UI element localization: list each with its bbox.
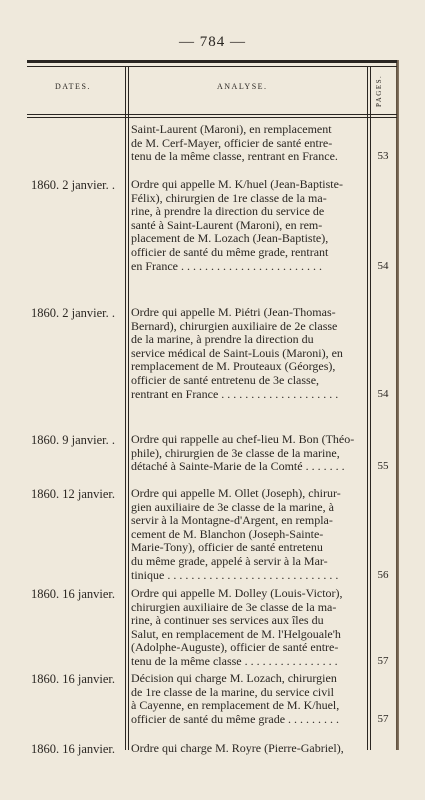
- column-divider: [367, 66, 368, 750]
- entry-analysis: [131, 587, 365, 669]
- entry-date: 1860. 2 janvier. .: [31, 178, 116, 192]
- column-divider: [370, 66, 371, 750]
- entry-date: 1860. 16 janvier.: [31, 587, 116, 601]
- analysis-line: en France . . . . . . . . . . . . . . . . . . . . . . . .: [131, 259, 322, 273]
- column-divider: [125, 66, 126, 750]
- analysis-line: de la marine, à prendre la direction du: [131, 333, 314, 347]
- analysis-line: du même grade, appelé à servir à la Mar-: [131, 554, 328, 568]
- analysis-line: remplacement de M. Prouteaux (Géorges),: [131, 360, 336, 374]
- analysis-line: rine, à continuer ses services aux îles du: [131, 614, 324, 628]
- entry-page-ref: 53: [377, 150, 389, 163]
- analysis-line: officier de santé entretenu de 3e classe,: [131, 373, 320, 387]
- entry-date: 1860. 9 janvier. .: [31, 433, 116, 447]
- entry-date: 1860. 12 janvier.: [31, 487, 116, 501]
- analysis-line: Ordre qui appelle M. Dolley (Louis-Victor),: [131, 587, 343, 600]
- analysis-line: Ordre qui appelle M. Piétri (Jean-Thomas-: [131, 306, 336, 319]
- analysis-line: rine, à prendre la direction du service de: [131, 205, 325, 219]
- analysis-line: tinique . . . . . . . . . . . . . . . . . . . . . . . . . . . . .: [131, 568, 339, 582]
- analysis-line: phile), chirurgien de 3e classe de la marine,: [131, 446, 340, 460]
- entry-page-ref: 56: [377, 568, 389, 581]
- entry-analysis: [131, 178, 365, 273]
- analysis-line: service médical de Saint-Louis (Maroni), en: [131, 346, 343, 360]
- analysis-line: Saint-Laurent (Maroni), en remplacement: [131, 123, 332, 136]
- analysis-line: tenu de la même classe . . . . . . . . . . . . . . . .: [131, 654, 338, 668]
- entry-page-ref: 54: [377, 387, 389, 400]
- analysis-line: Bernard), chirurgien auxiliaire de 2e classe: [131, 319, 338, 333]
- entry-date: 1860. 16 janvier.: [31, 672, 116, 686]
- entry-date: 1860. 2 janvier. .: [31, 306, 116, 320]
- entry-page-ref: 57: [377, 655, 389, 667]
- analysis-line: Ordre qui rappelle au chef-lieu M. Bon (Théo-: [131, 433, 355, 446]
- analysis-line: officier de santé du même grade . . . . . . . . .: [131, 712, 340, 726]
- analysis-line: à Cayenne, en remplacement de M. K/huel,: [131, 699, 340, 713]
- analysis-line: Ordre qui appelle M. K/huel (Jean-Baptiste-: [131, 178, 343, 191]
- entry-date: 1860. 16 janvier.: [31, 742, 116, 756]
- table-top-rule: [27, 60, 397, 63]
- analysis-line: Marie-Tony), officier de santé entretenu: [131, 541, 323, 555]
- entry-analysis: [131, 306, 365, 401]
- analysis-line: tenu de la même classe, rentrant en France.: [131, 150, 338, 164]
- analysis-line: Félix), chirurgien de 1re classe de la ma-: [131, 191, 327, 205]
- column-divider: [128, 66, 129, 750]
- analysis-line: rentrant en France . . . . . . . . . . . . . . . . . . . .: [131, 387, 339, 401]
- analysis-line: de 1re classe de la marine, du service civil: [131, 685, 334, 699]
- analysis-line: détaché à Sainte-Marie de la Comté . . . . . . .: [131, 460, 345, 474]
- analysis-line: Salut, en remplacement de M. l'Helgouale'h: [131, 627, 341, 641]
- entry-analysis: [131, 487, 365, 582]
- analysis-line: (Adolphe-Auguste), officier de santé entre-: [131, 641, 339, 655]
- analysis-line: Décision qui charge M. Lozach, chirurgien: [131, 672, 337, 685]
- analysis-line: Ordre qui charge M. Royre (Pierre-Gabriel),: [131, 742, 344, 755]
- header-bottom-rule: [27, 114, 397, 115]
- entry-analysis: [131, 433, 365, 474]
- analysis-line: Ordre qui appelle M. Ollet (Joseph), chirur-: [131, 487, 341, 500]
- analysis-line: servir à la Montagne-d'Argent, en rempla-: [131, 514, 333, 528]
- entry-page-ref: 57: [377, 712, 389, 725]
- header-bottom-rule-thin: [27, 117, 397, 118]
- page-number: — 784 —: [179, 34, 246, 50]
- column-header-analyse: ANALYSE.: [217, 82, 268, 91]
- analysis-line: cement de M. Blanchon (Joseph-Sainte-: [131, 527, 324, 541]
- entry-analysis: [131, 123, 365, 164]
- entry-page-ref: 54: [377, 259, 389, 272]
- register-table: [27, 60, 397, 756]
- analysis-line: placement de M. Lozach (Jean-Baptiste),: [131, 232, 329, 246]
- analysis-line: gien auxiliaire de 3e classe de la marine, à: [131, 500, 334, 514]
- entry-analysis: [131, 742, 365, 756]
- analysis-line: de M. Cerf-Mayer, officier de santé entre-: [131, 136, 333, 150]
- table-top-rule-thin: [27, 66, 397, 67]
- entry-analysis: [131, 672, 365, 726]
- analysis-line: santé à Saint-Laurent (Maroni), en rem-: [131, 218, 323, 232]
- entry-page-ref: 55: [377, 460, 389, 473]
- analysis-line: chirurgien auxiliaire de 3e classe de la ma-: [131, 600, 337, 614]
- column-header-dates: DATES.: [55, 82, 91, 91]
- analysis-line: officier de santé du même grade, rentrant: [131, 245, 329, 259]
- column-header-pages: PAGES.: [375, 74, 383, 108]
